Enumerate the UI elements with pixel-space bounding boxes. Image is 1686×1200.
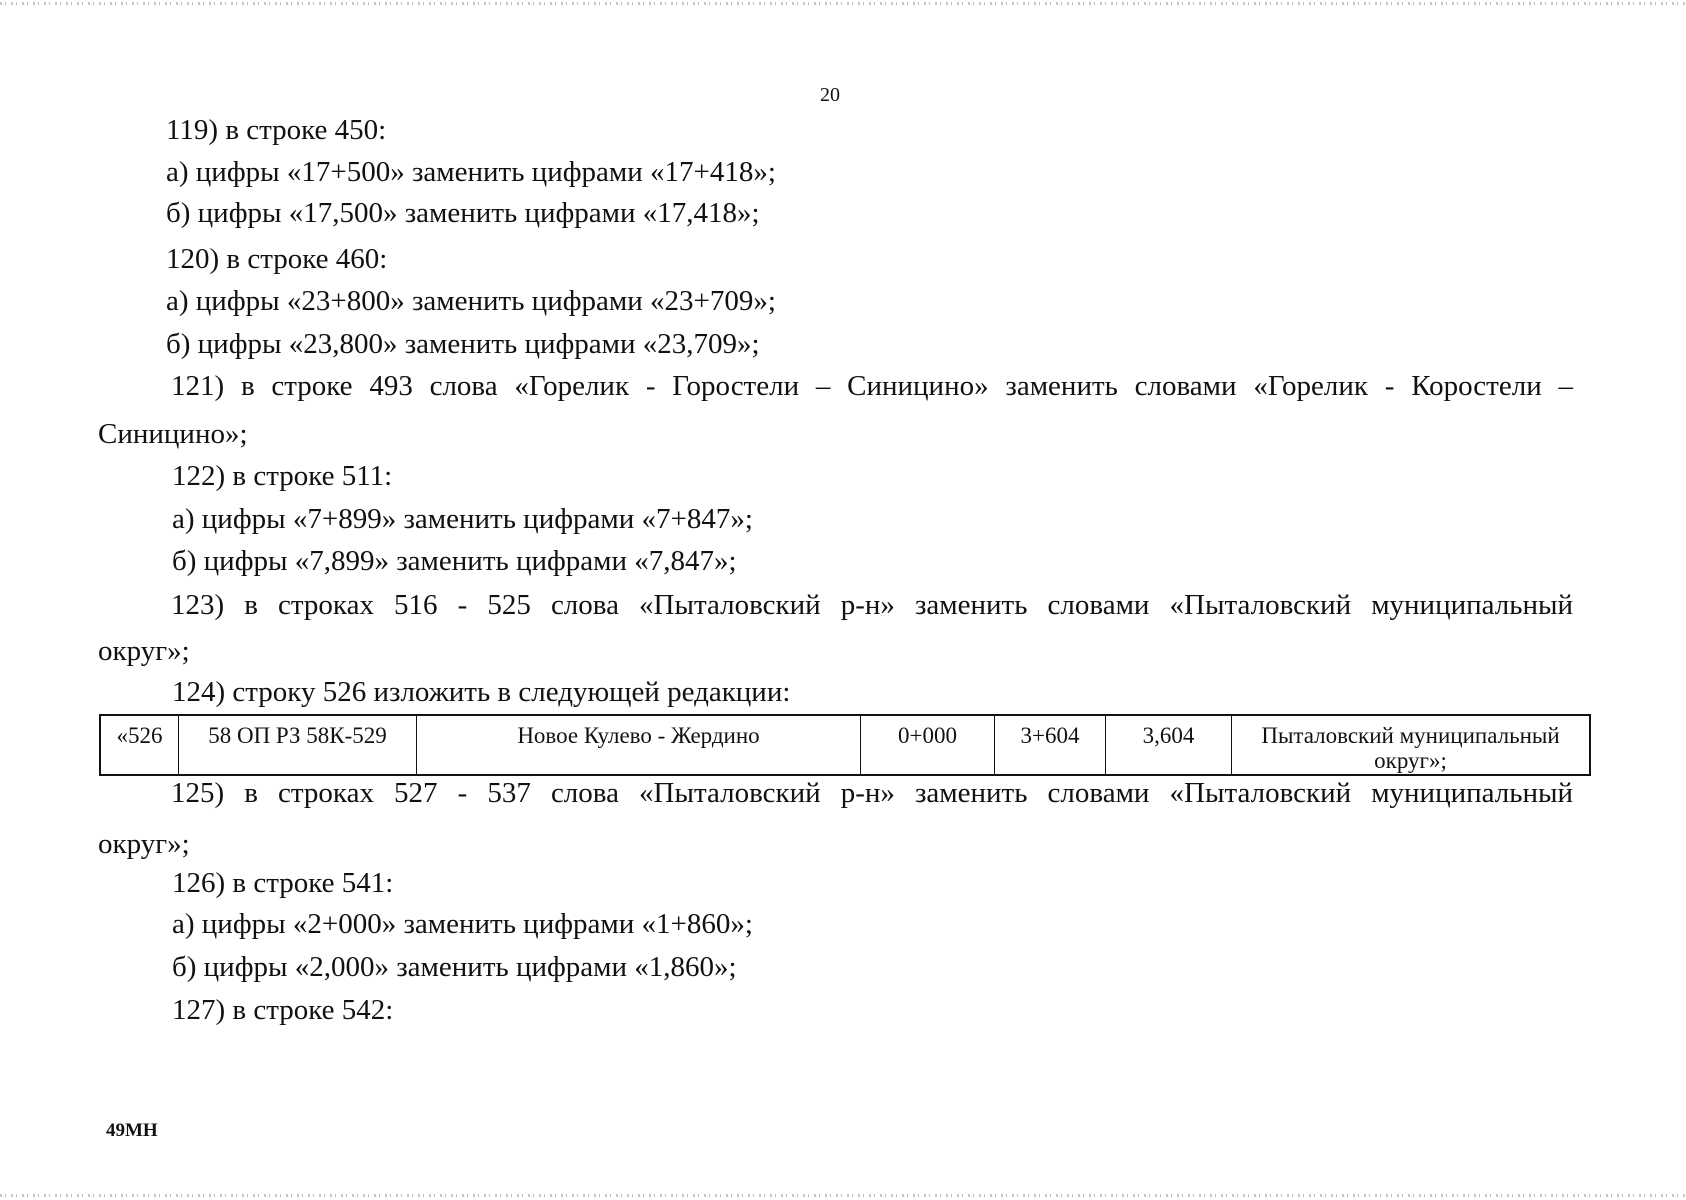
item-121-line1 xyxy=(171,369,1573,403)
item-121-line2: Синицино»; xyxy=(98,418,248,450)
item-126: 126) в строке 541: xyxy=(172,867,394,899)
word: Синицино» xyxy=(847,370,989,402)
word: – xyxy=(815,370,831,402)
word: - xyxy=(457,589,468,621)
word: 121) xyxy=(171,370,225,402)
item-127: 127) в строке 542: xyxy=(172,994,394,1026)
word: строках xyxy=(278,589,374,621)
item-125-line1 xyxy=(171,776,1573,810)
word: Коростели xyxy=(1411,370,1542,402)
word: слова xyxy=(550,589,619,621)
word: «Пыталовский xyxy=(639,589,821,621)
word: р-н» xyxy=(840,777,895,809)
road-name-cell: Новое Кулево - Жердино xyxy=(417,716,861,774)
word: строках xyxy=(278,777,374,809)
word: 516 xyxy=(394,589,438,621)
document-code: 49МН xyxy=(106,1120,158,1141)
word: 493 xyxy=(369,370,413,402)
word: слова xyxy=(550,777,619,809)
word: муниципальный xyxy=(1371,777,1573,809)
word: слова xyxy=(429,370,498,402)
word: в xyxy=(244,777,258,809)
item-126-b: б) цифры «2,000» заменить цифрами «1,860»; xyxy=(172,951,737,983)
word: 125) xyxy=(171,777,225,809)
item-122-a: а) цифры «7+899» заменить цифрами «7+847»; xyxy=(172,503,753,535)
item-123-line2: округ»; xyxy=(98,635,190,667)
word: Горостели xyxy=(672,370,800,402)
word: заменить xyxy=(1005,370,1118,402)
word: 525 xyxy=(487,589,531,621)
word: «Горелик xyxy=(514,370,630,402)
item-123-line1 xyxy=(171,588,1573,622)
page-number: 20 xyxy=(820,84,840,106)
word: в xyxy=(244,589,258,621)
item-119-b: б) цифры «17,500» заменить цифрами «17,418»; xyxy=(166,197,760,229)
scan-edge-top xyxy=(0,2,1686,5)
word: «Горелик xyxy=(1253,370,1368,402)
word: 537 xyxy=(487,777,531,809)
word: «Пыталовский xyxy=(639,777,821,809)
word: заменить xyxy=(914,589,1028,621)
word: - xyxy=(1384,370,1395,402)
item-122: 122) в строке 511: xyxy=(172,460,393,492)
item-119: 119) в строке 450: xyxy=(166,114,387,146)
item-126-a: а) цифры «2+000» заменить цифрами «1+860»; xyxy=(172,908,753,940)
row-number-cell: «526 xyxy=(101,716,179,774)
item-120-b: б) цифры «23,800» заменить цифрами «23,709»; xyxy=(166,328,760,360)
word: «Пыталовский xyxy=(1169,777,1352,809)
word: – xyxy=(1558,370,1573,402)
item-120: 120) в строке 460: xyxy=(166,243,388,275)
item-125-line2: округ»; xyxy=(98,828,190,860)
word: 527 xyxy=(394,777,438,809)
start-km-cell: 0+000 xyxy=(861,716,995,774)
word: словами xyxy=(1047,777,1150,809)
word: - xyxy=(457,777,468,809)
word: «Пыталовский xyxy=(1169,589,1352,621)
word: заменить xyxy=(914,777,1028,809)
item-120-a: а) цифры «23+800» заменить цифрами «23+709»; xyxy=(166,285,776,317)
item-124: 124) строку 526 изложить в следующей редакции: xyxy=(172,676,791,708)
word: словами xyxy=(1047,589,1150,621)
road-code-cell: 58 ОП РЗ 58К-529 xyxy=(179,716,417,774)
word: 123) xyxy=(171,589,225,621)
end-km-cell: 3+604 xyxy=(995,716,1106,774)
word: строке xyxy=(271,370,353,402)
word: - xyxy=(645,370,656,402)
word: муниципальный xyxy=(1371,589,1573,621)
item-119-a: а) цифры «17+500» заменить цифрами «17+418»; xyxy=(166,156,776,188)
word: р-н» xyxy=(840,589,895,621)
length-cell: 3,604 xyxy=(1106,716,1232,774)
amendment-table-row xyxy=(99,714,1591,776)
district-cell: Пыталовский муниципальный округ»; xyxy=(1261,723,1560,773)
item-122-b: б) цифры «7,899» заменить цифрами «7,847»; xyxy=(172,545,737,577)
scan-edge-bottom xyxy=(0,1194,1686,1197)
word: словами xyxy=(1134,370,1237,402)
word: в xyxy=(240,370,255,402)
